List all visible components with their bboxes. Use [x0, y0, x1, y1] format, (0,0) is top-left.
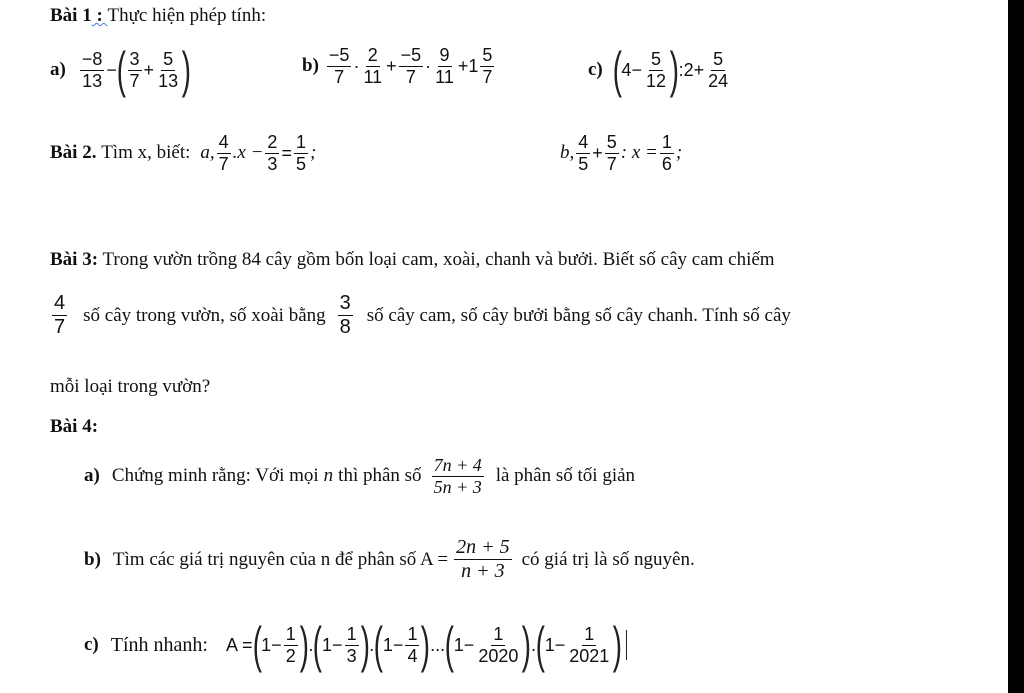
b2-a-label: a, — [200, 142, 215, 164]
c-rparen-1: ) — [299, 617, 309, 673]
c-frac-5: $\frac{1}{2021}$ — [569, 623, 610, 666]
b4-b — [84, 536, 695, 583]
b2-a-eq: = — [281, 142, 292, 163]
b1-c-frac1: $\frac{5}{12}$ — [645, 48, 666, 91]
c-frac-1: $\frac{1}{2}$ — [285, 623, 296, 666]
c-one-3: 1− — [382, 634, 404, 655]
c-rparen-3: ) — [421, 617, 431, 673]
b3-frac2: $\frac{3}{8}$ — [339, 292, 351, 338]
b1-title-text: Thực hiện phép tính: — [107, 5, 267, 26]
b3-line3: mỗi loại trong vườn? — [50, 376, 211, 397]
b1-b-frac4: $\frac{9}{11}$ — [435, 45, 454, 87]
b1-a-lparen: ( — [116, 42, 126, 98]
b2-line — [50, 132, 316, 174]
b1-a-label: a) — [50, 59, 66, 80]
c-dot-2: . — [369, 634, 375, 655]
b1-b-plus2: +1 — [457, 55, 479, 76]
c-one-2: 1− — [322, 634, 343, 655]
text-cursor — [626, 630, 628, 660]
b3-line1 — [50, 250, 775, 269]
c-rparen-2: ) — [360, 617, 370, 673]
b4-b-frac: $\frac{2n + 5}{n + 3}$ — [456, 536, 510, 582]
c-lparen-3: ( — [374, 617, 384, 673]
b1-b-frac2: $\frac{2}{11}$ — [363, 45, 383, 87]
b3-line2b: số cây cam, số cây bưởi bằng số cây chanh. Tính số cây — [366, 304, 791, 326]
b2-a-semi: ; — [309, 142, 317, 164]
b2-a-frac3: $\frac{1}{5}$ — [295, 132, 306, 174]
b1-a-plus: + — [143, 59, 155, 80]
b4-a-text1: Chứng minh rằng: Với mọi — [111, 465, 319, 487]
b3-line2a: số cây trong vườn, số xoài bằng — [83, 304, 326, 326]
c-lparen-1: ( — [252, 617, 262, 673]
b1-c — [588, 42, 732, 98]
c-lparen-5: ( — [535, 617, 545, 673]
c-one-1: 1− — [261, 634, 282, 655]
c-dot-4: . — [531, 634, 537, 655]
b4-a-text2: thì phân số — [338, 465, 422, 487]
b3-frac1: $\frac{4}{7}$ — [54, 292, 66, 338]
b1-title-prefix: Bài 1 — [50, 5, 92, 26]
c-dot-1: . — [308, 634, 314, 655]
b2-a-x: .x − — [232, 142, 264, 164]
c-one-5: 1− — [544, 634, 566, 655]
b1-b-label: b) — [302, 55, 319, 77]
b3-title: Bài 3: — [50, 249, 99, 270]
c-ellipsis: ... — [430, 634, 446, 655]
b1-a-rparen: ) — [181, 42, 192, 98]
b1-c-label: c) — [588, 59, 603, 80]
b2-b — [560, 132, 682, 174]
b2-b-plus: + — [592, 142, 603, 163]
b4-b-label: b) — [84, 548, 101, 570]
c-frac-2: $\frac{1}{3}$ — [346, 623, 357, 666]
b1-c-four: 4 — [621, 59, 632, 80]
b1-b-plus1: + — [386, 55, 397, 76]
b1-b — [302, 45, 496, 87]
b4-c-label: c) — [84, 634, 99, 655]
b4-a-frac: $\frac{7n + 4}{5n + 3}$ — [433, 455, 482, 497]
c-rparen-4: ) — [522, 617, 532, 673]
b2-b-x: : x = — [620, 142, 658, 164]
c-rparen-5: ) — [613, 617, 623, 673]
b4-c-text1: Tính nhanh: — [110, 633, 208, 656]
b4-a-label: a) — [84, 465, 100, 487]
b2-b-label: b, — [560, 142, 575, 164]
b2-b-frac1: $\frac{4}{5}$ — [578, 132, 589, 174]
c-lparen-2: ( — [313, 617, 323, 673]
b1-a-frac2: $\frac{3}{7}$ — [129, 48, 140, 91]
b4-a-var: n — [323, 465, 334, 487]
b4-a-text3: là phân số tối giản — [495, 465, 636, 487]
b4-b-text1: Tìm các giá trị nguyên của n để phân số A = — [112, 548, 449, 570]
b2-title: Bài 2. — [50, 142, 97, 164]
b1-b-frac1: $\frac{-5}{7}$ — [328, 45, 350, 87]
b1-a-frac1: $\frac{-8}{13}$ — [81, 48, 103, 91]
c-lparen-4: ( — [444, 617, 455, 673]
b2-b-semi: ; — [675, 142, 683, 164]
c-frac-4: $\frac{1}{2020}$ — [478, 623, 519, 666]
b3-line1-text: Trong vườn trồng 84 cây gồm bốn loại cam, xoài, chanh và bưởi. Biết số cây cam chiếm — [102, 249, 775, 270]
b1-b-frac3: $\frac{-5}{7}$ — [400, 45, 422, 87]
b1-b-dot1: · — [353, 55, 360, 76]
b2-a-frac1: $\frac{4}{7}$ — [218, 132, 229, 174]
b2-b-frac3: $\frac{1}{6}$ — [661, 132, 672, 174]
b4-a — [84, 455, 635, 497]
b4-c-aeq: A = — [225, 634, 253, 655]
b1-title-suffix: : — [91, 5, 108, 26]
b1-b-dot2: · — [425, 55, 432, 76]
b1-a-frac3: $\frac{5}{13}$ — [158, 48, 179, 91]
c-one-4: 1− — [453, 634, 475, 655]
b1-a — [50, 42, 192, 98]
b1-c-frac2: $\frac{5}{24}$ — [708, 48, 729, 91]
b1-c-minus: − — [631, 59, 642, 80]
b4-b-text2: có giá trị là số nguyên. — [521, 548, 695, 570]
b1-b-frac5: $\frac{5}{7}$ — [482, 45, 493, 87]
b2-b-frac2: $\frac{5}{7}$ — [606, 132, 617, 174]
b1-c-lparen: ( — [612, 42, 622, 98]
b1-c-tail: :2+ — [678, 59, 705, 80]
b2-text: Tìm x, biết: — [101, 142, 191, 164]
b1-c-rparen: ) — [669, 42, 679, 98]
b2-a-frac2: $\frac{2}{3}$ — [267, 132, 278, 174]
b4-title: Bài 4: — [50, 416, 99, 437]
b3-line2 — [50, 292, 791, 339]
c-frac-3: $\frac{1}{4}$ — [407, 623, 418, 666]
b1-a-minus: − — [106, 59, 117, 80]
b1-title — [50, 6, 266, 25]
b4-c — [84, 617, 627, 673]
